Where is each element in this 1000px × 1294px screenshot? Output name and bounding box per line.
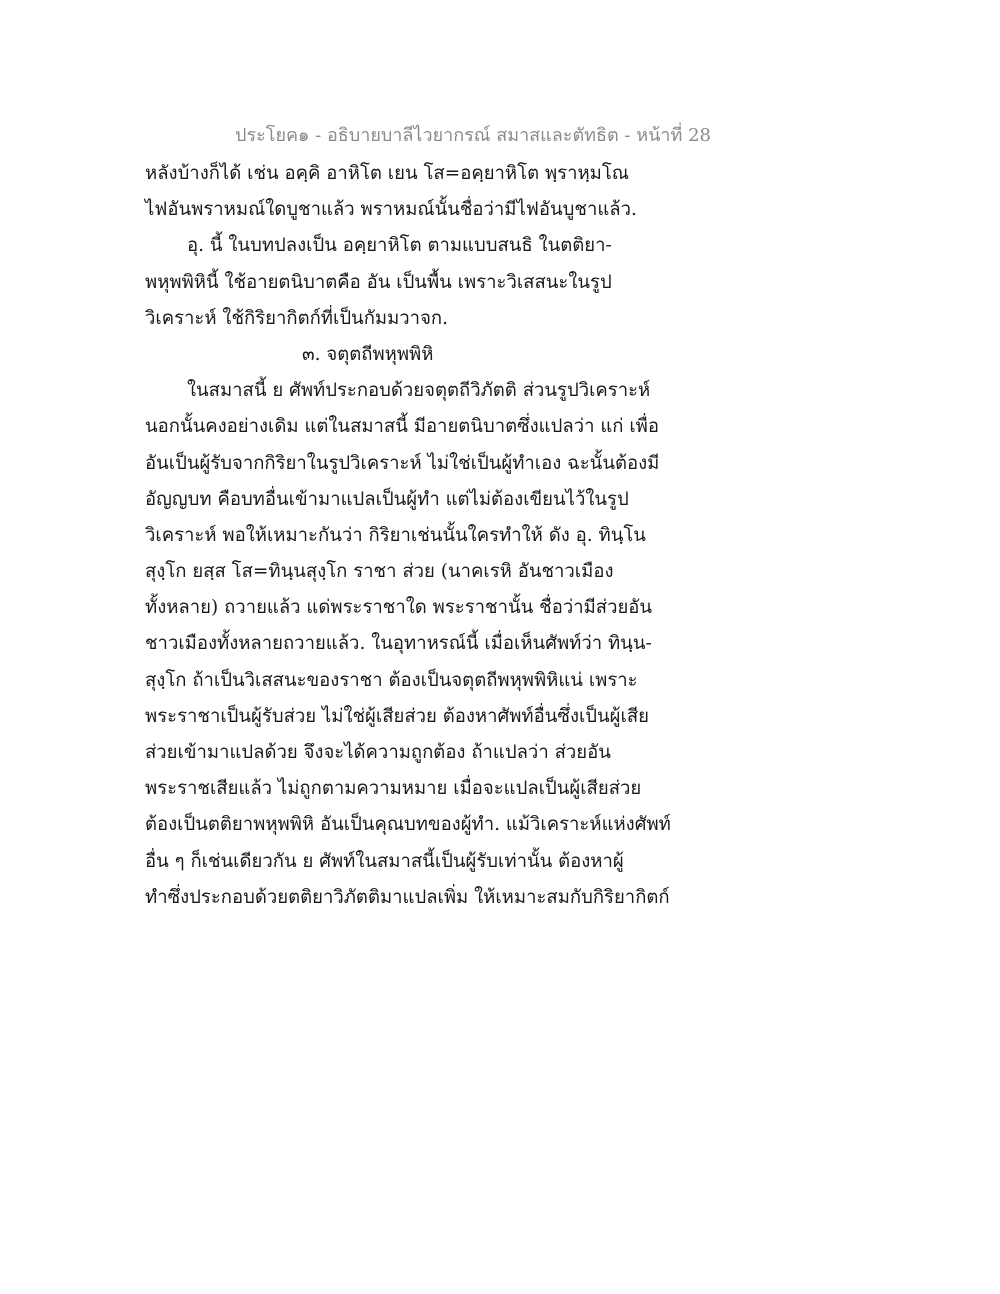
text-line: ไฟอันพราหมณ์ใดบูชาแล้ว พราหมณ์นั้นชื่อว่ามีไฟอันบูชาแล้ว.	[145, 199, 637, 221]
text-line: สุงฺโก ยสฺส โส=ทินฺนสุงฺโก ราชา ส่วย (นาคเรหิ อันชาวเมือง	[145, 561, 614, 583]
text-line: นอกนั้นคงอย่างเดิม แต่ในสมาสนี้ มีอายตนิบาตซึ่งแปลว่า แก่ เพื่อ	[145, 416, 659, 438]
body-text	[145, 156, 705, 916]
text-line: ในสมาสนี้ ย ศัพท์ประกอบด้วยจตุตถีวิภัตติ ส่วนรูปวิเคราะห์	[187, 380, 651, 402]
text-line: พหุพพิหินี้ ใช้อายตนิบาตคือ อัน เป็นพื้น เพราะวิเสสนะในรูป	[145, 271, 612, 293]
text-line: ชาวเมืองทั้งหลายถวายแล้ว. ในอุทาหรณ์นี้ เมื่อเห็นศัพท์ว่า ทินฺน-	[145, 633, 652, 655]
text-line: ทำซึ่งประกอบด้วยตติยาวิภัตติมาแปลเพิ่ม ให้เหมาะสมกับกิริยากิตก์	[145, 886, 670, 908]
text-line: พระราชเสียแล้ว ไม่ถูกตามความหมาย เมื่อจะแปลเป็นผู้เสียส่วย	[145, 778, 642, 800]
text-line: สุงฺโก ถ้าเป็นวิเสสนะของราชา ต้องเป็นจตุตถีพหุพพิหิแน่ เพราะ	[145, 669, 638, 691]
text-line: ทั้งหลาย) ถวายแล้ว แด่พระราชาใด พระราชานั้น ชื่อว่ามีส่วยอัน	[145, 597, 653, 619]
running-header: ประโยค๑ - อธิบายบาลีไวยากรณ์ สมาสและตัทธิต - หน้าที่ 28	[235, 125, 711, 146]
text-line: ส่วยเข้ามาแปลด้วย จึงจะได้ความถูกต้อง ถ้าแปลว่า ส่วยอัน	[145, 742, 611, 763]
text-line: วิเคราะห์ ใช้กิริยากิตก์ที่เป็นกัมมวาจก.	[145, 307, 448, 329]
text-line: หลังบ้างก็ได้ เช่น อคฺคิ อาหิโต เยน โส=อคฺยาหิโต พฺราหฺมโณ	[145, 163, 629, 184]
section-heading: ๓. จตุตถีพหุพพิหิ	[302, 343, 434, 365]
text-line: พระราชาเป็นผู้รับส่วย ไม่ใช่ผู้เสียส่วย ต้องหาศัพท์อื่นซึ่งเป็นผู้เสีย	[145, 705, 649, 727]
text-line: วิเคราะห์ พอให้เหมาะกันว่า กิริยาเช่นนั้นใครทำให้ ดัง อุ. ทินฺโน	[145, 524, 646, 546]
text-line: ต้องเป็นตติยาพหุพพิหิ อันเป็นคุณบทของผู้ทำ. แม้วิเคราะห์แห่งศัพท์	[145, 814, 671, 836]
text-line: อุ. นี้ ในบทปลงเป็น อคฺยาหิโต ตามแบบสนธิ ในตติยา-	[187, 235, 612, 257]
text-line: อัญญบท คือบทอื่นเข้ามาแปลเป็นผู้ทำ แต่ไม่ต้องเขียนไว้ในรูป	[145, 488, 629, 510]
text-line: อันเป็นผู้รับจากกิริยาในรูปวิเคราะห์ ไม่ใช่เป็นผู้ทำเอง ฉะนั้นต้องมี	[145, 452, 660, 474]
text-line: อื่น ๆ ก็เช่นเดียวกัน ย ศัพท์ในสมาสนี้เป็นผู้รับเท่านั้น ต้องหาผู้	[145, 850, 624, 872]
